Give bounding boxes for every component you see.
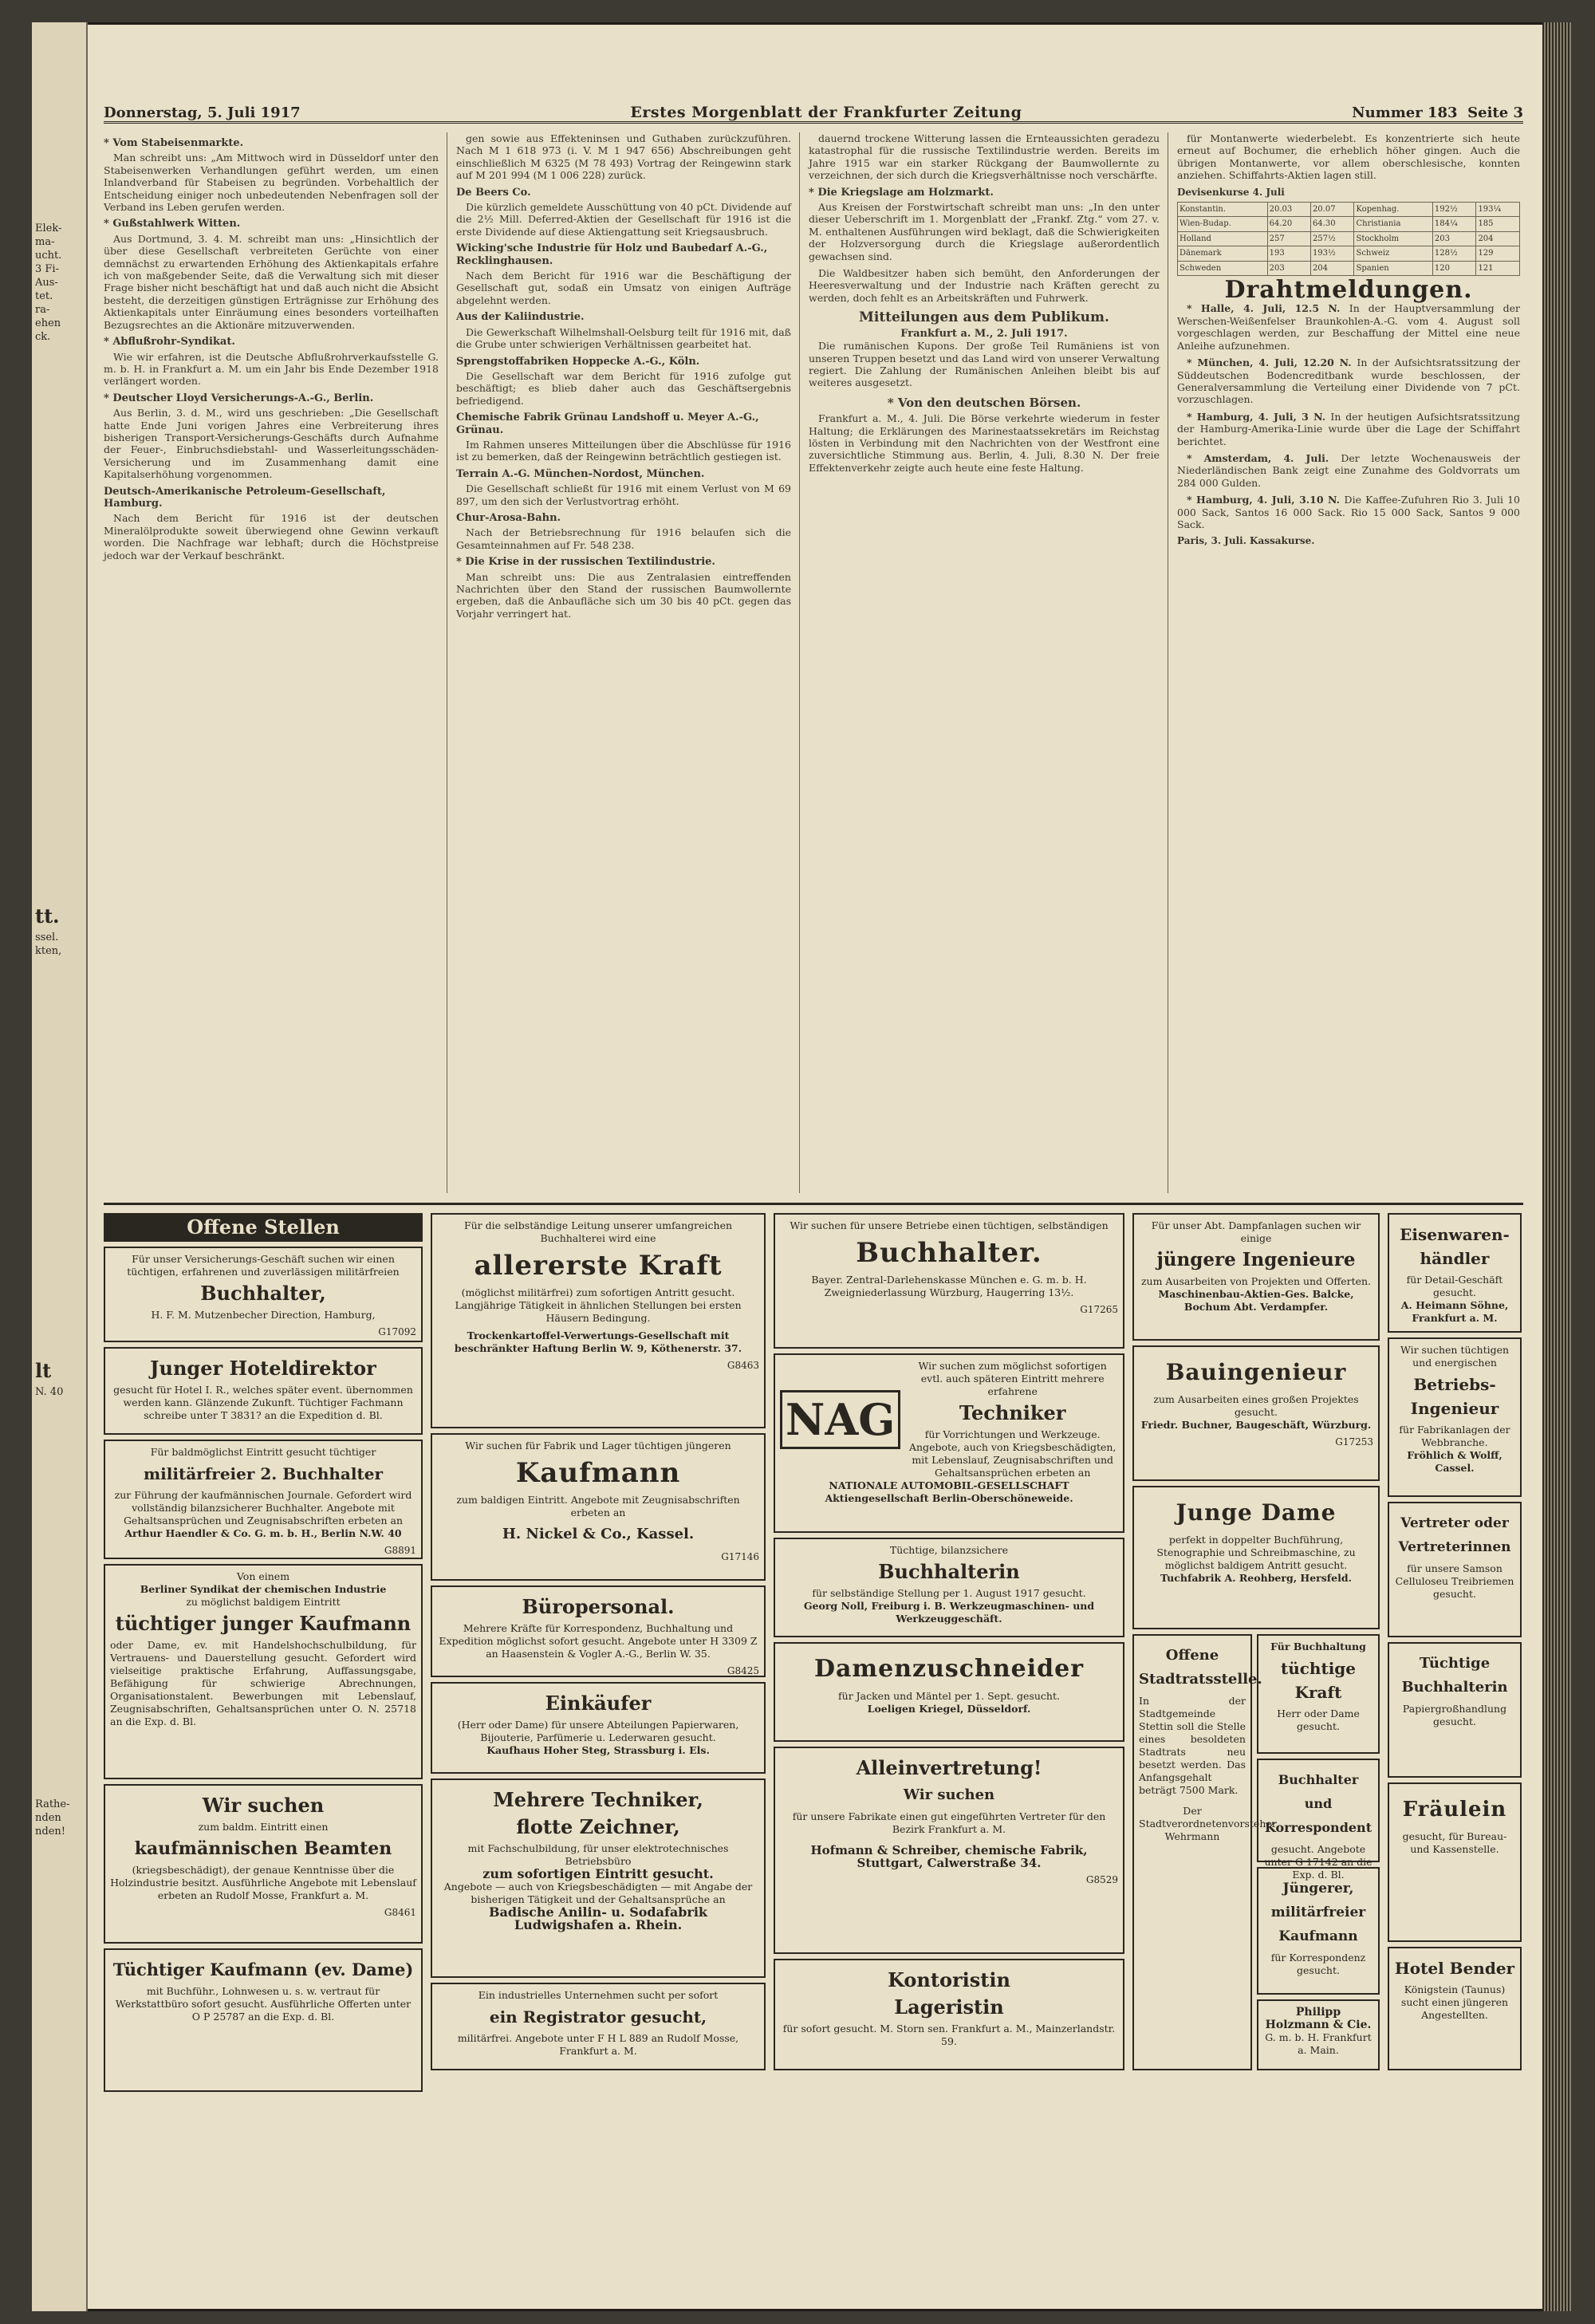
article-title: Aus der Kaliindustrie.: [456, 311, 585, 324]
mitteilungen-heading: Mitteilungen aus dem Publikum.: [859, 309, 1109, 326]
devisen-cell: 184¼: [1432, 217, 1476, 231]
left-strip-fragment: nden!: [35, 1826, 65, 1838]
column-3: [809, 132, 1160, 1193]
ad-title: Tüchtiger Kaufmann (ev. Dame): [112, 1960, 414, 1979]
article-title: Chur-Arosa-Bahn.: [456, 511, 561, 524]
left-strip-fragment: Aus-: [35, 277, 58, 289]
devisen-row: [1178, 246, 1520, 261]
ad-damenzuschneider: [774, 1642, 1124, 1742]
ad-korrespondent: [1257, 1759, 1380, 1881]
ad-company: Arthur Haendler & Co. G. m. b. H., Berlin N.W. 40: [124, 1527, 402, 1539]
ad-bueropersonal: [431, 1585, 766, 1677]
drahtmeldung: [1177, 452, 1520, 489]
ad-text: Angebote — auch von Kriegsbeschädigten — mit Angabe der bisherigen Tätigkeit und der Gehaltsansprüche an: [443, 1881, 753, 1905]
article-text: Wie wir erfahren, ist die Deutsche Abflußrohrverkaufsstelle G. m. b. H. in Frankfurt a. M. um ein Jahr bis Ende Dezember 1918 verlängert worden.: [104, 350, 439, 388]
devisen-row: [1178, 203, 1520, 217]
ad-intro: Ein industrielles Unternehmen sucht per sofort: [478, 1989, 719, 2001]
article-text: Man schreibt uns: „Am Mittwoch wird in Düsseldorf unter den Stabeisenwerken Verhandlungen geführt werden, um einen Inlandverband für Stabeisen zu begründen. Vorbehaltlich der Entscheidung einiger noch unbedeutenden Nebenfragen soll der Verband ins Leben gerufen werden.: [104, 152, 439, 214]
ad-holzmann: [1257, 1999, 1380, 2070]
mitteilungen-date: Frankfurt a. M., 2. Juli 1917.: [900, 327, 1068, 340]
left-strip-fragment: kten,: [35, 945, 62, 957]
ad-einkaeufer: [431, 1682, 766, 1774]
ad-intro: Für unser Abt. Dampfanlagen suchen wir einige: [1151, 1219, 1361, 1244]
drahtmeldung-text: In der heutigen Aufsichtsratssitzung der Hamburg-Amerika-Linie wurde über die Lage der Schiffahrt berichtet.: [1177, 410, 1520, 447]
article: [456, 187, 791, 238]
ad-title: Hotel Bender: [1394, 1959, 1515, 1978]
article-text: Die Gewerkschaft Wilhelmshall-Oelsburg teilt für 1916 mit, daß die Grube unter schwierigen Verhältnissen gearbeitet hat.: [456, 325, 791, 351]
ad-eisenwaren: [1388, 1213, 1522, 1333]
drahtmeldung: [1177, 356, 1520, 406]
article-title: Wicking'sche Industrie für Holz und Baubedarf A.-G., Recklinghausen.: [456, 242, 768, 267]
article: [456, 556, 791, 620]
drahtmeldung-place: * Halle, 4. Juli, 12.5 N.: [1187, 302, 1349, 315]
devisen-cell: 185: [1476, 217, 1520, 231]
column-2: [456, 132, 791, 1193]
ad-title: Wir suchen: [202, 1794, 325, 1817]
article: [456, 512, 791, 551]
article: [104, 218, 439, 331]
drahtmeldung: [1177, 411, 1520, 447]
ad-intro: Wir suchen für Fabrik und Lager tüchtigen jüngeren: [465, 1440, 731, 1452]
article-title: Terrain A.-G. München-Nordost, München.: [456, 467, 705, 480]
article-text: dauernd trockene Witterung lassen die Ernteaussichten geradezu katastrophal für die russische Textilindustrie werden. Bereits im Jahre 1915 war ein starker Rückgang der Baumwollernte zu verzeichnen, der sich durch die Kriegsverhältnisse noch verschärfte.: [809, 132, 1160, 182]
ad-nag-techniker: [774, 1353, 1124, 1533]
newspaper-page: [32, 22, 1571, 2311]
ad-text: für unsere Samson Celluloseu Treibriemen gesucht.: [1395, 1562, 1514, 1600]
ad-text: für Fabrikanlagen der Webbranche.: [1399, 1424, 1510, 1448]
ad-buchhalter-bayer: [774, 1213, 1124, 1349]
ad-text: (möglichst militärfrei) zum sofortigen Antritt gesucht. Langjährige Tätigkeit in ähnlichen Stellungen bei ersten Häusern Bedingung.: [455, 1286, 742, 1324]
article: [456, 311, 791, 350]
ad-intro: Wir suchen: [903, 1786, 995, 1803]
left-strip-fragment: tet.: [35, 290, 53, 302]
ad-mid: zum sofortigen Eintritt gesucht.: [482, 1866, 714, 1881]
ad-company: Georg Noll, Freiburg i. B. Werkzeugmaschinen- und Werkzeuggeschäft.: [803, 1600, 1095, 1625]
ad-syndikat-chemie: [104, 1564, 423, 1779]
ad-company: A. Heimann Söhne, Frankfurt a. M.: [1400, 1299, 1509, 1324]
devisen-cell: 193¼: [1476, 203, 1520, 217]
devisen-row: [1178, 231, 1520, 246]
article: [456, 412, 791, 463]
ad-title: ein Registrator gesucht,: [489, 2007, 707, 2027]
boersen-heading: * Von den deutschen Börsen.: [887, 395, 1081, 410]
article: [809, 132, 1160, 182]
ad-title: kaufmännischen Beamten: [134, 1838, 392, 1859]
article-text: Nach der Betriebsrechnung für 1916 belaufen sich die Gesamteinnahmen auf Fr. 548 238.: [456, 526, 791, 551]
article-text: Im Rahmen unseres Mitteilungen über die Abschlüsse für 1916 ist zu bemerken, daß der Reingewinn beträchtlich gestiegen ist.: [456, 438, 791, 463]
drahtmeldung: [1177, 302, 1520, 352]
ad-mid: zu möglichst baldigem Eintritt: [186, 1596, 341, 1608]
ad-title: Lageristin: [894, 1995, 1004, 2019]
ad-code: G8461: [384, 1907, 416, 1918]
article: [456, 356, 791, 408]
article: [456, 242, 791, 306]
ad-intro: Für baldmöglichst Eintritt gesucht tüchtiger: [150, 1446, 376, 1458]
ad-code: G17253: [1335, 1436, 1373, 1448]
ad-title: Kaufmann: [515, 1457, 681, 1489]
paris-heading: Paris, 3. Juli. Kassakurse.: [1177, 535, 1315, 547]
article-title: * Die Kriegslage am Holzmarkt.: [809, 186, 994, 199]
ad-company: Trockenkartoffel-Verwertungs-Gesellschaft mit beschränkter Haftung Berlin W. 9, Köthenerstr. 37.: [454, 1329, 742, 1354]
ad-junge-dame: [1132, 1486, 1380, 1629]
devisen-cell: 128½: [1432, 246, 1476, 261]
market-text: für Montanwerte wiederbelebt. Es konzentrierte sich heute erneut auf Bochumer, die erheblich höher gingen. Auch die übrigen Montanwerte, vor allem oberschlesische, konnten anziehen. Schiffahrts-Aktien lagen still.: [1177, 132, 1520, 182]
article-text: Aus Dortmund, 3. 4. M. schreibt man uns: „Hinsichtlich der über diese Gesellschaft verbreiteten Gerüchte von einer demnächst zu erwartenden Erhöhung des Aktienkapitals erfahre ich von maßgebender Seite, daß die Verwaltung sich mit dieser Frage bisher nicht beschäftigt hat und daß auch nicht die Absicht besteht, die derzeitigen günstigen Erträgnisse zur Erhöhung des Aktienkapitals unter Einräumung eines besonders vorteilhaften Bezugsrechtes an die Aktionäre mitzuverwenden.: [104, 232, 439, 331]
column-4: [1177, 132, 1520, 1193]
ad-text: für Vorrichtungen und Werkzeuge. Angebote, auch von Kriegsbeschädigten, mit Lebenslauf, Zeugnisabschriften und Gehaltsansprüchen erbeten an: [908, 1428, 1116, 1479]
ad-text: für Jacken und Mäntel per 1. Sept. gesucht.: [838, 1690, 1060, 1702]
ad-registrator: [431, 1983, 766, 2070]
drahtmeldung-text: Der letzte Wochenausweis der Niederländischen Bank zeigt eine Zunahme des Goldvorrats um 284 000 Gulden.: [1177, 451, 1520, 489]
left-strip-fragment: ck.: [35, 331, 51, 343]
left-strip-fragment: ssel.: [35, 932, 59, 943]
article-text: Nach dem Bericht für 1916 war die Beschäftigung der Gesellschaft gut, sodaß ein Umsatz von einigen Aufträge abgelehnt werden.: [456, 270, 791, 306]
ad-title: Techniker: [959, 1401, 1066, 1424]
left-strip-fragment: N. 40: [35, 1386, 64, 1398]
devisen-cell: 121: [1476, 261, 1520, 275]
ad-kontoristin: [774, 1959, 1124, 2070]
ad-buchhalterin: [774, 1538, 1124, 1637]
boersen-text: Frankfurt a. M., 4. Juli. Die Börse verkehrte wiederum in fester Haltung; die Erklärungen des Marinestaatssekretärs im Reichstag lösten in Verbindung mit den Nachrichten von der Westfront eine zuversichtliche Stimmung aus. Berlin, 4. Juli, 8.30 N. Der freie Effektenverkehr zeigte auch heute eine feste Haltung.: [809, 412, 1160, 474]
ad-text: perfekt in doppelter Buchführung, Stenographie und Schreibmaschine, zu möglichst baldigem Antritt gesucht.: [1156, 1534, 1356, 1571]
article: [104, 486, 439, 561]
offene-stellen-banner: Offene Stellen: [104, 1213, 423, 1242]
ad-title: Betriebs-Ingenieur: [1410, 1375, 1499, 1418]
ad-company: Fröhlich & Wolff, Cassel.: [1407, 1449, 1502, 1474]
article-title: * Deutscher Lloyd Versicherungs-A.-G., Berlin.: [104, 392, 374, 404]
ad-title: Kontoristin: [888, 1968, 1010, 1991]
ad-title: allererste Kraft: [474, 1250, 723, 1282]
issue-number: Nummer 183: [1352, 104, 1458, 121]
ad-title: Buchhalterin: [878, 1560, 1020, 1583]
devisen-cell: 64.20: [1267, 217, 1310, 231]
ad-text: für unsere Fabrikate einen gut eingeführten Vertreter für den Bezirk Frankfurt a. M.: [792, 1810, 1106, 1835]
left-strip-fragment: Rathe-: [35, 1798, 70, 1810]
ad-code: G17146: [721, 1551, 759, 1562]
left-strip-fragment: nden: [35, 1812, 61, 1824]
left-strip-fragment: 3 Fi-: [35, 263, 59, 275]
ad-hotel-bender: [1388, 1947, 1522, 2070]
ad-code: G8529: [1085, 1874, 1118, 1885]
devisen-cell: 257½: [1310, 231, 1354, 246]
article-text: Die Gesellschaft schließt für 1916 mit einem Verlust von M 69 897, um den sich der Verlustvortrag erhöht.: [456, 483, 791, 507]
ad-betriebs-ingenieur: [1388, 1337, 1522, 1497]
left-strip-fragment: ehen: [35, 317, 61, 329]
ad-title: Eisenwaren-händler: [1400, 1225, 1510, 1268]
page-number: Seite 3: [1467, 104, 1523, 121]
ad-title: Büropersonal.: [522, 1595, 675, 1618]
ad-company: Loeligen Kriegel, Düsseldorf.: [867, 1703, 1031, 1715]
ad-intro: Für die selbständige Leitung unserer umfangreichen Buchhalterei wird eine: [463, 1219, 733, 1244]
ad-text: zur Führung der kaufmännischen Journale. Gefordert wird vollständig bilanzsicherer Buchhalter. Angebote mit Gehaltsansprüchen und Zeugnisabschriften erbeten an: [114, 1489, 412, 1526]
ad-title: tüchtige Kraft: [1280, 1659, 1357, 1702]
article-text: Aus Berlin, 3. d. M., wird uns geschrieben: „Die Gesellschaft hatte Ende Juni vorigen Jahres eine Verbreiterung ihres bisherigen Transport-Versicherungs-Geschäfts durch Aufnahme der Feuer-, Einbruchsdiebstahl- und Wasserleitungsschäden-Versicherung und im Zusammenhang damit eine Kapitalserhöhung vorgenommen.: [104, 407, 439, 481]
ad-company: Hofmann & Schreiber, chemische Fabrik, Stuttgart, Calwerstraße 34.: [810, 1843, 1088, 1870]
ad-code: G17092: [378, 1326, 416, 1337]
ad-company: Tuchfabrik A. Reohberg, Hersfeld.: [1160, 1572, 1352, 1584]
mitteilungen-text: Die rumänischen Kupons. Der große Teil Rumäniens ist von unseren Truppen besetzt und das Land wird von unserer Verwaltung regiert. Die Zahlung der Rumänischen Anleihen bleibt bis auf weiteres ausgesetzt.: [809, 340, 1160, 389]
left-strip-fragment: ra-: [35, 304, 50, 316]
drahtmeldung-place: * Hamburg, 4. Juli, 3.10 N.: [1187, 494, 1345, 506]
header-number: [1352, 104, 1523, 121]
ad-title: Buchhalter.: [856, 1237, 1042, 1269]
left-strip-bold: tt.: [35, 904, 60, 928]
ad-title: Tüchtige Buchhalterin: [1401, 1655, 1508, 1696]
ad-title: militärfreier 2. Buchhalter: [144, 1464, 383, 1483]
devisen-cell: Kopenhag.: [1354, 203, 1432, 217]
ad-code: G8463: [727, 1360, 759, 1371]
ad-org: Berliner Syndikat der chemischen Industrie: [140, 1583, 387, 1595]
ad-title: Vertreter oder Vertreterinnen: [1398, 1515, 1511, 1555]
ad-text: für selbständige Stellung per 1. August 1917 gesucht.: [812, 1587, 1086, 1599]
ad-intro: Für Buchhaltung: [1270, 1641, 1366, 1652]
ad-text: zum Ausarbeiten eines großen Projektes gesucht.: [1153, 1393, 1359, 1418]
ad-company: Kaufhaus Hoher Steg, Strassburg i. Els.: [486, 1744, 710, 1756]
devisen-cell: 203: [1267, 261, 1310, 275]
devisen-heading: Devisenkurse 4. Juli: [1177, 186, 1285, 198]
devisen-cell: 257: [1267, 231, 1310, 246]
ad-kaufmann-kassel: [431, 1433, 766, 1581]
devisen-cell: 129: [1476, 246, 1520, 261]
devisen-cell: 192½: [1432, 203, 1476, 217]
devisen-row: [1178, 217, 1520, 231]
ad-code: G8425: [727, 1665, 759, 1676]
article-title: De Beers Co.: [456, 186, 531, 199]
article-title: * Vom Stabeisenmarkte.: [104, 137, 244, 149]
article-text: Die Gesellschaft war dem Bericht für 1916 zufolge gut beschäftigt; es blieb daher auch das Geschäftsergebnis befriedigend.: [456, 369, 791, 407]
article-text: Nach dem Bericht für 1916 ist der deutschen Mineralölprodukte soweit überwiegend ohne Gewinn verkauft worden. Die Nachfrage war lebhaft; durch die Höchstpreise jedoch war der Verkauf beschränkt.: [104, 512, 439, 561]
devisen-cell: 193½: [1310, 246, 1354, 261]
devisen-cell: Dänemark: [1178, 246, 1268, 261]
ad-title: Mehrere Techniker,: [493, 1788, 703, 1811]
article-text: gen sowie aus Effekteninsen und Guthaben zurückzuführen. Nach M 1 618 973 (i. V. M 1 947 656) Abschreibungen geht einschließlich M 6325 (M 78 493) Vortrag der Reingewinn stark auf M 201 994 (M 1 006 228) zurück.: [456, 132, 791, 182]
devisen-cell: 20.03: [1267, 203, 1310, 217]
ad-text: G. m. b. H. Frankfurt a. Main.: [1265, 2031, 1372, 2056]
column-1: [104, 132, 439, 1193]
ad-buchhaltung: [1257, 1634, 1380, 1754]
ad-company: Maschinenbau-Aktien-Ges. Balcke, Bochum Abt. Verdampfer.: [1158, 1288, 1354, 1313]
ad-company: Badische Anilin- u. Sodafabrik Ludwigshafen a. Rhein.: [489, 1904, 707, 1932]
column-divider: [799, 132, 800, 1193]
devisen-cell: 64.30: [1310, 217, 1354, 231]
ad-text: zum baldigen Eintritt. Angebote mit Zeugnisabschriften erbeten an: [456, 1494, 740, 1518]
ad-title: jüngere Ingenieure: [1156, 1249, 1356, 1270]
article-text: Man schreibt uns: Die aus Zentralasien eintreffenden Nachrichten über den Stand der russischen Baumwollernte ergeben, daß die Anbaufläche sich um 30 bis 40 pCt. gegen das Vorjahr verringert hat.: [456, 570, 791, 620]
devisen-cell: 20.07: [1310, 203, 1354, 217]
ad-intro: Tüchtige, bilanzsichere: [889, 1544, 1009, 1556]
ad-intro: Von einem: [236, 1570, 290, 1582]
ad-text: Mehrere Kräfte für Korrespondenz, Buchhaltung und Expedition möglichst sofort gesucht. Angebote unter H 3309 Z an Haasenstein & Vogler A.-G., Berlin W. 35.: [439, 1622, 758, 1660]
devisen-table: [1177, 202, 1520, 276]
article-text: Die kürzlich gemeldete Ausschüttung von 40 pCt. Dividende auf die 2½ Mill. Deferred-Aktien der Gesellschaft für 1916 ist die erste Dividende auf diese Aktiengattung seit Kriegsausbruch.: [456, 201, 791, 238]
ad-buchhalter-hamburg: [104, 1247, 423, 1342]
ad-techniker-basf: [431, 1778, 766, 1978]
ad-text: Herr oder Dame gesucht.: [1277, 1708, 1360, 1732]
devisen-cell: Konstantin.: [1178, 203, 1268, 217]
article-title: Chemische Fabrik Grünau Landshoff u. Meyer A.-G., Grünau.: [456, 412, 759, 436]
devisen-cell: Schweden: [1178, 261, 1268, 275]
ad-title: Junge Dame: [1176, 1499, 1337, 1526]
page-edge: [1542, 22, 1571, 2311]
article: [809, 267, 1160, 304]
ad-text: für sofort gesucht. M. Storn sen. Frankfurt a. M., Mainzerlandstr. 59.: [782, 2023, 1116, 2047]
ad-title: Jüngerer, militärfreier Kaufmann: [1270, 1881, 1366, 1944]
devisen-cell: 120: [1432, 261, 1476, 275]
ad-title: Philipp Holzmann & Cie.: [1265, 2006, 1372, 2031]
article-title: * Gußstahlwerk Witten.: [104, 218, 241, 230]
ad-stadtratsstelle: [1132, 1634, 1277, 2070]
article: [809, 187, 1160, 262]
ad-company: Friedr. Buchner, Baugeschäft, Würzburg.: [1140, 1419, 1372, 1431]
ad-kaufm-beamten: [104, 1784, 423, 1944]
drahtmeldungen-list: [1177, 302, 1520, 530]
ad-intro: zum baldm. Eintritt einen: [198, 1821, 329, 1833]
ad-company: NATIONALE AUTOMOBIL-GESELLSCHAFT Aktiengesellschaft Berlin-Oberschöneweide.: [825, 1479, 1073, 1504]
article: [104, 336, 439, 388]
header-date: Donnerstag, 5. Juli 1917: [104, 104, 301, 121]
ad-kaufmann-dame: [104, 1948, 423, 2092]
ad-company: Bayer. Zentral-Darlehenskasse München e. G. m. b. H. Zweigniederlassung Würzburg, Haugerring 13½.: [811, 1274, 1087, 1298]
devisen-cell: 204: [1476, 231, 1520, 246]
ad-text: gesucht, für Bureau- und Kassenstelle.: [1402, 1830, 1507, 1855]
drahtmeldung-text: Die Kaffee-Zufuhren Rio 3. Juli 10 000 Sack, Santos 16 000 Sack. Rio 15 000 Sack, Santos 9 000 Sack.: [1177, 494, 1520, 530]
ad-title: Offene Stadtratsstelle.: [1139, 1647, 1262, 1688]
left-strip-fragment: ucht.: [35, 250, 62, 262]
left-strip-bold: lt: [35, 1359, 52, 1382]
ad-juengere-ingenieure: [1132, 1213, 1380, 1341]
ad-text: Königstein (Taunus) sucht einen jüngeren Angestellten.: [1400, 1983, 1509, 2021]
page-header: [104, 93, 1523, 124]
ad-kaufmann-korrespondenz: [1257, 1867, 1380, 1995]
ad-text: für Korrespondenz gesucht.: [1270, 1952, 1366, 1976]
ad-alleinvertretung: [774, 1747, 1124, 1954]
article-title: Sprengstoffabriken Hoppecke A.-G., Köln.: [456, 355, 700, 368]
ad-vertreter: [1388, 1502, 1522, 1637]
ad-title: flotte Zeichner,: [516, 1815, 680, 1838]
article: [456, 132, 791, 182]
ad-allererste-kraft: [431, 1213, 766, 1428]
ad-text: (kriegsbeschädigt), der genaue Kenntnisse über die Holzindustrie besitzt. Ausführliche Angebote mit Lebenslauf erbeten an Rudolf Mosse, Frankfurt a. M.: [110, 1864, 416, 1901]
ad-intro: Wir suchen tüchtigen und energischen: [1400, 1344, 1510, 1369]
ad-bauingenieur: [1132, 1345, 1380, 1481]
article: [456, 468, 791, 507]
ad-title: Junger Hoteldirektor: [150, 1357, 376, 1380]
ad-company: H. Nickel & Co., Kassel.: [502, 1526, 695, 1542]
ad-tuechtige-buchhalterin: [1388, 1642, 1522, 1778]
ad-code: G8891: [384, 1545, 416, 1556]
header-paper-title: Erstes Morgenblatt der Frankfurter Zeitung: [630, 104, 1022, 121]
devisen-cell: Spanien: [1354, 261, 1432, 275]
ad-text: oder Dame, ev. mit Handelshochschulbildung, für Vertrauens- und Dauerstellung gesucht. Gefordert wird vielseitige praktische Erfahrung, Auffassungsgabe, Befähigung für schwierige Abrechnungen, Organisationstalent. Bewerbungen mit Lebenslauf, Zeugnisabschriften, Gehaltsansprüchen unter O. N. 25718 an die Exp. d. Bl.: [110, 1639, 416, 1727]
ad-2-buchhalter: [104, 1440, 423, 1559]
ad-title: tüchtiger junger Kaufmann: [115, 1612, 412, 1635]
ad-title: Damenzuschneider: [813, 1655, 1085, 1683]
drahtmeldung-text: In der Aufsichtsratssitzung der Süddeutschen Bodencreditbank wurde beschlossen, der Generalversammlung die Verteilung einer Dividende von 7 pCt. vorzuschlagen.: [1177, 356, 1520, 406]
ad-text: zum Ausarbeiten von Projekten und Offerten.: [1140, 1275, 1372, 1287]
ad-text: gesucht. Angebote unter G 17142 an die Exp. d. Bl.: [1264, 1843, 1372, 1881]
devisen-cell: Holland: [1178, 231, 1268, 246]
drahtmeldung: [1177, 494, 1520, 530]
ad-title: Einkäufer: [545, 1692, 652, 1715]
article-text: Aus Kreisen der Forstwirtschaft schreibt man uns: „In den unter dieser Ueberschrift im 1. Morgenblatt der „Frankf. Ztg.“ vom 27. v. M. enthaltenen Ausführungen wird beklagt, daß die Schwierigkeiten der Holzversorgung durch die Kriegslage außerordentlich gewachsen sind.: [809, 201, 1160, 262]
ad-hoteldirektor: [104, 1347, 423, 1435]
ad-text: gesucht für Hotel I. R., welches später event. übernommen werden kann. Glänzende Zukunft. Tüchtiger Fachmann schreibe unter T 3831? an die Expedition d. Bl.: [113, 1384, 413, 1421]
drahtmeldung-place: * Hamburg, 4. Juli, 3 N.: [1187, 410, 1331, 423]
ad-intro: Wir suchen zum möglichst sofortigen evtl. auch späteren Eintritt mehrere erfahrene: [918, 1360, 1107, 1397]
devisen-cell: Schweiz: [1354, 246, 1432, 261]
article-text: Die Waldbesitzer haben sich bemüht, den Anforderungen der Heeresverwaltung und der Industrie nach Kräften gerecht zu werden, doch fehlt es an Arbeitskräften und Fuhrwerk.: [809, 267, 1160, 304]
news-columns: [104, 132, 1523, 1193]
devisen-cell: 203: [1432, 231, 1476, 246]
article-title: Deutsch-Amerikanische Petroleum-Gesellschaft, Hamburg.: [104, 485, 386, 510]
ad-text: für Detail-Geschäft gesucht.: [1406, 1274, 1503, 1298]
ad-title: Bauingenieur: [1165, 1359, 1347, 1385]
devisen-cell: Christiania: [1354, 217, 1432, 231]
ad-company: Der Stadtverordnetenvorsteher Wehrmann: [1139, 1805, 1277, 1842]
left-page-strip: [32, 22, 88, 2311]
drahtmeldung-place: * München, 4. Juli, 12.20 N.: [1187, 356, 1357, 369]
drahtmeldungen-heading: Drahtmeldungen.: [1224, 276, 1473, 305]
devisen-cell: Wien-Budap.: [1178, 217, 1268, 231]
article: [104, 137, 439, 213]
ad-code: G17265: [1080, 1304, 1118, 1315]
ad-text: mit Fachschulbildung, für unser elektrotechnisches Betriebsbüro: [467, 1842, 729, 1867]
drahtmeldung-place: * Amsterdam, 4. Juli.: [1187, 451, 1341, 464]
devisen-row: [1178, 261, 1520, 275]
devisen-cell: 204: [1310, 261, 1354, 275]
ad-text: (Herr oder Dame) für unsere Abteilungen Papierwaren, Bijouterie, Parfümerie u. Lederwaren gesucht.: [457, 1719, 739, 1743]
ad-intro: Für unser Versicherungs-Geschäft suchen wir einen tüchtigen, erfahrenen und zuverlässigen militärfreien: [127, 1253, 400, 1278]
article-title: * Abflußrohr-Syndikat.: [104, 336, 235, 349]
left-strip-fragment: Elek-: [35, 223, 62, 234]
ad-fraeulein: [1388, 1782, 1522, 1942]
devisen-cell: 193: [1267, 246, 1310, 261]
ad-intro: Wir suchen für unsere Betriebe einen tüchtigen, selbständigen: [790, 1219, 1109, 1231]
ad-title: Buchhalter,: [200, 1282, 326, 1305]
ad-text: In der Stadtgemeinde Stettin soll die Stelle eines besoldeten Stadtrats neu besetzt werden. Das Anfangsgehalt beträgt 7500 Mark.: [1139, 1695, 1246, 1796]
ad-text: Papiergroßhandlung gesucht.: [1402, 1703, 1507, 1727]
article-title: * Die Krise in der russischen Textilindustrie.: [456, 556, 715, 569]
ad-title: Fräulein: [1402, 1798, 1507, 1822]
advertisements-section: [104, 1203, 1523, 2290]
article: [104, 392, 439, 481]
devisen-cell: Stockholm: [1354, 231, 1432, 246]
nag-logo: NAG: [780, 1390, 900, 1449]
ad-title: Buchhalter und Korrespondent: [1264, 1772, 1372, 1835]
ad-text: militärfrei. Angebote unter F H L 889 an Rudolf Mosse, Frankfurt a. M.: [457, 2032, 739, 2057]
ad-title: Alleinvertretung!: [856, 1756, 1042, 1779]
left-strip-fragment: ma-: [35, 236, 55, 248]
drahtmeldung-text: In der Hauptversammlung der Werschen-Weißenfelser Braunkohlen-A.-G. vom 4. August soll vorgeschlagen werden, zur Beschaffung der Mittel eine neue Anleihe aufzunehmen.: [1177, 302, 1520, 352]
ad-company: H. F. M. Mutzenbecher Direction, Hamburg,: [151, 1309, 376, 1321]
ad-text: mit Buchführ., Lohnwesen u. s. w. vertraut für Werkstattbüro sofort gesucht. Ausführliche Offerten unter O P 25787 an die Exp. d. Bl.: [115, 1985, 412, 2023]
